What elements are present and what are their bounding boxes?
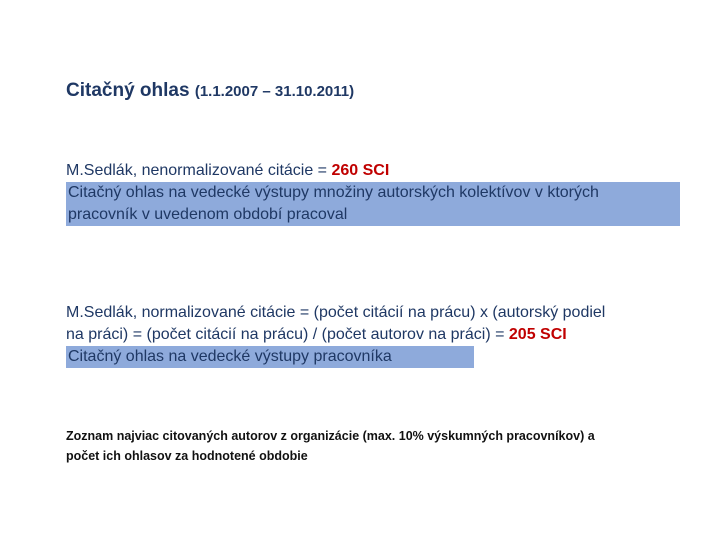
note-line-1: Zoznam najviac citovaných autorov z organizácie (max. 10% výskumných pracovníkov) a — [66, 429, 595, 443]
employee-citations-text: Citačný ohlas na vedecké výstupy pracovníka — [68, 348, 392, 365]
slide-title — [66, 80, 354, 102]
normalized-citations-text: na práci) = (počet citácií na prácu) / (počet autorov na práci) = — [66, 326, 509, 343]
note-line-2: počet ich ohlasov za hodnotené obdobie — [66, 449, 308, 463]
unnormalized-citations-value: 260 SCI — [331, 162, 390, 179]
most-cited-authors-note — [66, 426, 696, 466]
normalized-citations-line-2 — [66, 324, 696, 346]
title-main: Citačný ohlas — [66, 80, 190, 101]
normalized-citations-value: 205 SCI — [508, 326, 567, 343]
employee-citations-highlight — [66, 346, 474, 368]
collective-citations-line-2: pracovník v uvedenom období pracoval — [68, 206, 348, 223]
normalized-citations-line-1: M.Sedlák, normalizované citácie = (počet citácií na prácu) x (autorský podiel — [66, 304, 606, 321]
title-dates: (1.1.2007 – 31.10.2011) — [194, 83, 355, 100]
normalized-citations-block — [66, 302, 696, 368]
unnormalized-citations-text: M.Sedlák, nenormalizované citácie = — [66, 162, 332, 179]
unnormalized-citations-line — [66, 160, 686, 182]
collective-citations-line-1: Citačný ohlas na vedecké výstupy množiny autorských kolektívov v ktorých — [68, 184, 599, 201]
collective-citations-highlight — [66, 182, 680, 226]
unnormalized-citations-block — [66, 160, 686, 226]
